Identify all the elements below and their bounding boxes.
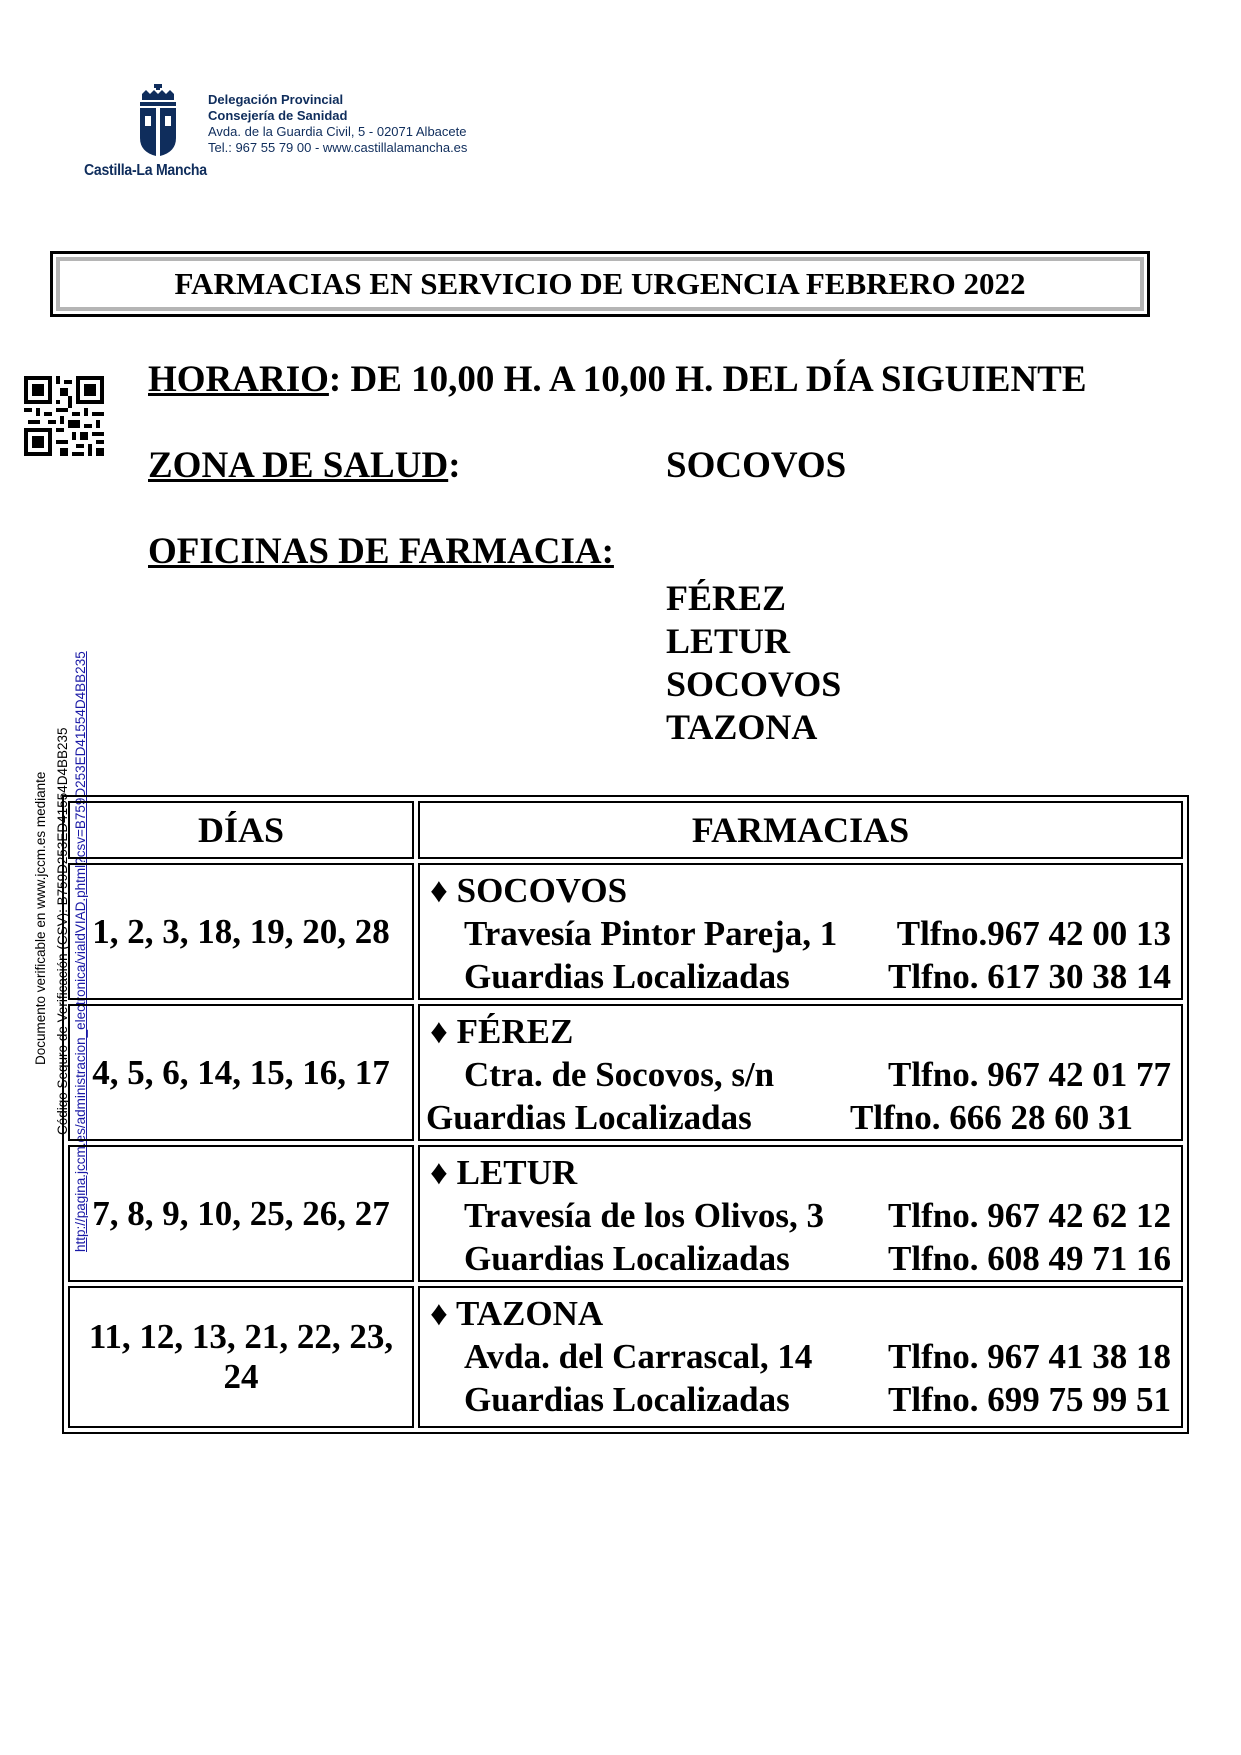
zona-line (148, 444, 461, 487)
qr-code-icon (24, 376, 104, 456)
row-days (68, 1286, 414, 1428)
pharmacy-phone: Tlfno.967 42 00 13 (896, 914, 1171, 953)
pharmacy-address: Travesía Pintor Pareja, 1 (464, 914, 838, 953)
zona-label: ZONA DE SALUD (148, 445, 449, 486)
verification-link[interactable]: http://pagina.jccm.es/administracion_electronica/vialdVIAD.phtml?csv=B759D253ED41554D4BB235 (73, 651, 88, 1252)
row-days: 1, 2, 3, 18, 19, 20, 28 (68, 863, 414, 1000)
office-item: TAZONA (666, 707, 818, 747)
title-box (50, 251, 1150, 317)
office-item: SOCOVOS (666, 664, 842, 704)
row-pharmacy (418, 863, 1183, 1000)
header-pharmacies: FARMACIAS (418, 801, 1183, 859)
horario-line (148, 358, 1087, 401)
org-line-1: Delegación Provincial (208, 92, 344, 107)
header-days: DÍAS (68, 801, 414, 859)
pharmacy-name: ♦ FÉREZ (430, 1012, 574, 1051)
office-item: FÉREZ (666, 578, 787, 618)
row-pharmacy (418, 1145, 1183, 1282)
page-title: FARMACIAS EN SERVICIO DE URGENCIA FEBRERO 2022 (56, 257, 1144, 311)
verification-code: Código Seguro de Verificación (CSV): B759D253ED41554D4BB235 (55, 727, 70, 1135)
office-item: LETUR (666, 621, 791, 661)
pharmacy-address: Travesía de los Olivos, 3 (464, 1196, 825, 1235)
pharmacy-table (62, 795, 1189, 1434)
row-days: 4, 5, 6, 14, 15, 16, 17 (68, 1004, 414, 1141)
zona-colon: : (448, 445, 461, 486)
pharmacy-phone: Tlfno. 967 41 38 18 (888, 1337, 1171, 1376)
pharmacy-name: ♦ LETUR (430, 1153, 578, 1192)
guard-phone: Tlfno. 608 49 71 16 (888, 1239, 1171, 1278)
days-line: 24 (223, 1357, 259, 1396)
horario-label: HORARIO (148, 359, 329, 400)
logo-wordmark: Castilla-La Mancha (84, 162, 207, 179)
guard-label: Guardias Localizadas (426, 1098, 752, 1137)
pharmacy-name: ♦ SOCOVOS (430, 871, 628, 910)
horario-value: : DE 10,00 H. A 10,00 H. DEL DÍA SIGUIENTE (328, 359, 1087, 400)
row-pharmacy (418, 1286, 1183, 1428)
verification-text: Documento verificable en www.jccm.es mediante (33, 771, 48, 1065)
guard-label: Guardias Localizadas (464, 957, 790, 996)
pharmacy-phone: Tlfno. 967 42 01 77 (888, 1055, 1171, 1094)
guard-phone: Tlfno. 699 75 99 51 (888, 1380, 1171, 1419)
row-days: 7, 8, 9, 10, 25, 26, 27 (68, 1145, 414, 1282)
org-line-2: Consejería de Sanidad (208, 108, 348, 123)
coat-of-arms-icon (136, 84, 180, 160)
row-pharmacy (418, 1004, 1183, 1141)
org-line-4: Tel.: 967 55 79 00 - www.castillalamancha.es (208, 140, 468, 155)
zona-value: SOCOVOS (666, 445, 847, 486)
oficinas-label: OFICINAS DE FARMACIA: (148, 531, 614, 572)
pharmacy-name: ♦ TAZONA (430, 1294, 604, 1333)
pharmacy-address: Avda. del Carrascal, 14 (464, 1337, 813, 1376)
org-line-3: Avda. de la Guardia Civil, 5 - 02071 Albacete (208, 124, 467, 139)
guard-label: Guardias Localizadas (464, 1239, 790, 1278)
guard-label: Guardias Localizadas (464, 1380, 790, 1419)
guard-phone: Tlfno. 617 30 38 14 (888, 957, 1171, 996)
days-line: 11, 12, 13, 21, 22, 23, (88, 1317, 394, 1356)
pharmacy-phone: Tlfno. 967 42 62 12 (888, 1196, 1171, 1235)
organization-address (208, 92, 467, 156)
guard-phone: Tlfno. 666 28 60 31 (850, 1098, 1133, 1137)
pharmacy-address: Ctra. de Socovos, s/n (464, 1055, 775, 1094)
